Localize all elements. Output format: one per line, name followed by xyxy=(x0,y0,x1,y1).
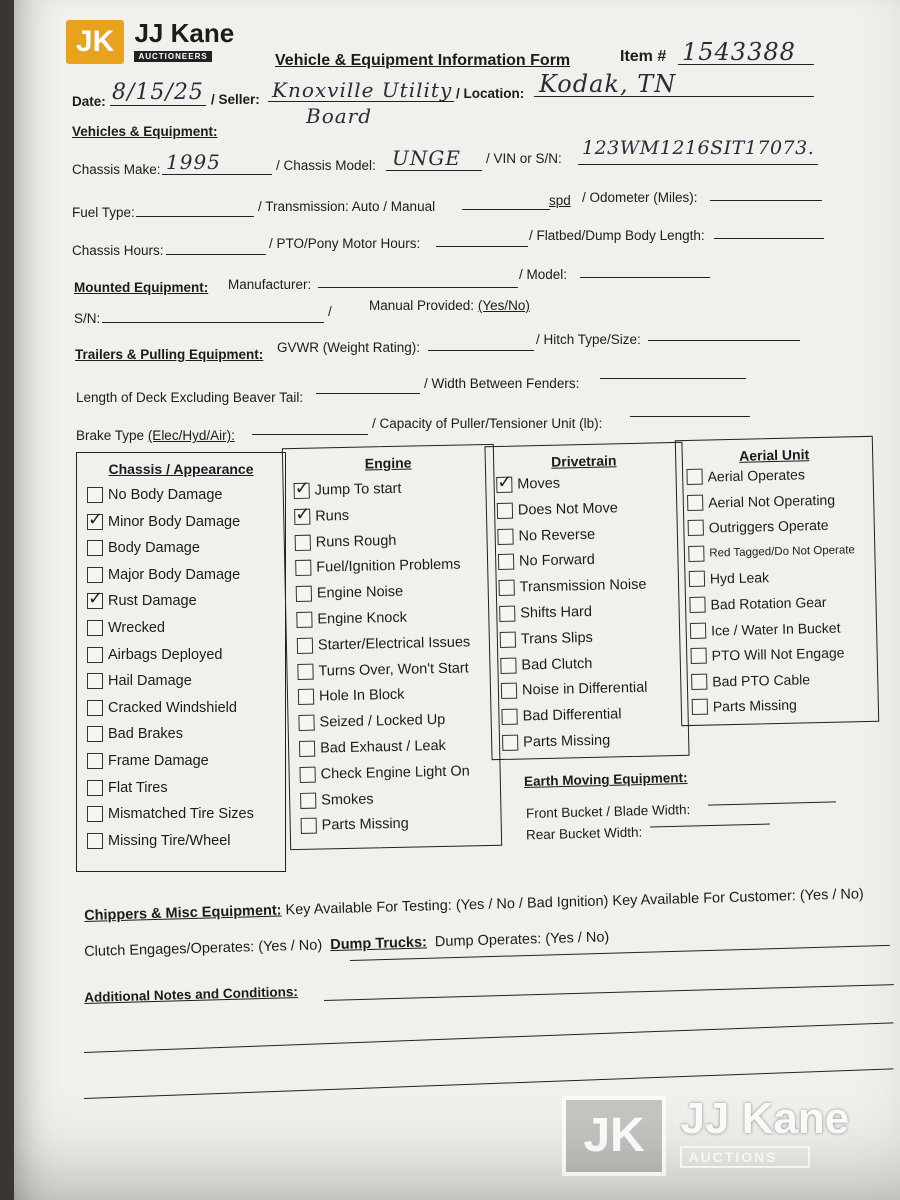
flatbed-length-label: / Flatbed/Dump Body Length: xyxy=(529,228,705,243)
empty-checkbox[interactable] xyxy=(295,534,311,550)
option-label: Moves xyxy=(517,475,561,493)
option-label: Shifts Hard xyxy=(520,603,593,622)
engine-option[interactable] xyxy=(295,532,397,550)
empty-checkbox[interactable] xyxy=(301,818,317,834)
empty-checkbox[interactable] xyxy=(299,741,315,757)
chassis-make-label: Chassis Make: xyxy=(72,162,161,177)
empty-checkbox[interactable] xyxy=(499,580,515,596)
option-label: Frame Damage xyxy=(108,753,209,769)
empty-checkbox[interactable] xyxy=(688,545,704,561)
option-label: Missing Tire/Wheel xyxy=(108,832,231,849)
fender-width-label: / Width Between Fenders: xyxy=(424,376,580,391)
option-label: Aerial Not Operating xyxy=(708,491,836,511)
aerial-option[interactable] xyxy=(689,594,826,613)
drivetrain-option[interactable] xyxy=(498,552,595,570)
engine-box-title: Engine xyxy=(364,454,412,472)
chassis-option[interactable] xyxy=(87,753,209,769)
aerial-option[interactable] xyxy=(688,517,829,536)
empty-checkbox[interactable] xyxy=(87,647,103,663)
notes-heading: Additional Notes and Conditions: xyxy=(84,984,299,1005)
option-label: No Body Damage xyxy=(108,487,223,503)
empty-checkbox[interactable] xyxy=(501,709,517,725)
option-label: No Reverse xyxy=(518,526,596,545)
empty-checkbox[interactable] xyxy=(497,528,513,544)
empty-checkbox[interactable] xyxy=(297,663,313,679)
empty-checkbox[interactable] xyxy=(691,648,707,664)
empty-checkbox[interactable] xyxy=(87,833,103,849)
option-label: PTO Will Not Engage xyxy=(711,644,845,664)
chassis-option[interactable] xyxy=(87,806,254,822)
chassis-model-label: / Chassis Model: xyxy=(276,158,376,173)
watermark-name: JJ Kane xyxy=(680,1094,850,1143)
drivetrain-option[interactable] xyxy=(497,526,595,544)
engine-option[interactable] xyxy=(298,687,405,705)
option-label: Transmission Noise xyxy=(519,576,647,596)
option-label: Does Not Move xyxy=(517,500,619,519)
engine-option[interactable] xyxy=(299,738,446,757)
engine-option[interactable] xyxy=(294,508,349,525)
option-label: Hole In Block xyxy=(318,687,405,705)
location-value: Kodak, TN xyxy=(539,70,677,98)
chassis-option[interactable] xyxy=(87,620,165,636)
engine-option[interactable] xyxy=(295,557,461,576)
watermark-logo xyxy=(562,1096,849,1176)
option-label: Trans Slips xyxy=(520,629,593,648)
vin-label: / VIN or S/N: xyxy=(486,151,562,166)
empty-checkbox[interactable] xyxy=(87,540,103,556)
empty-checkbox[interactable] xyxy=(87,673,103,689)
option-label: Minor Body Damage xyxy=(108,513,241,530)
mounted-heading: Mounted Equipment: xyxy=(74,280,209,295)
rear-bucket-label: Rear Bucket Width: xyxy=(525,824,643,843)
chassis-option[interactable] xyxy=(87,647,222,663)
form-paper: JK JJ Kane AUCTIONEERS Vehicle & Equipment Information Form Item # 1543388 Date: 8/15/25 / Seller: Knoxville Utility Board / Location: Kodak, TN Vehicles & Equipment: Chassis Make: 1995 / Chassis Model: UNGE / VIN or S/N: 123WM1216SIT17073. Fuel Type: / Transmission: Auto / Manual spd / Odometer (Miles): Chassis Hours: / PTO/Pony Motor Hours: / Flatbed/Dump Body Length: Mounted Equipment: Manufacturer: / Model: S/N: / Manual Provided: (Yes/No) Trailers & Pulling Equipment: GVWR (Weight Rating): / Hitch Type/Size: Length of Deck Excluding Beaver Tail: / Width Between Fenders: Brake Type (Elec/Hyd/Air): / Capacity of Puller/Tensioner Unit (lb): Chassis / Appearance No Body Damage ✓ Minor Body Damage Body Damage Major Body Damage ✓ Rust Damage Wrecked Airbags Deployed Hail Damage Cracked Windshield Bad Brakes Frame Damage Flat Tires Mismatched Tire Sizes Missing Tire/Wheel Engine ✓ Jump To start ✓ Runs Runs Rough Fuel/Ignition Problems Engine Noise Engine Knock Starter/Electrical Issues Turns Over, Won't Start Hole In Block Seized / Locked Up Bad Exhaust / Leak Check Engine Light On Smokes Parts Missing Drivetrain ✓ Moves Does Not Move No Reverse No Forward Transmission Noise Shifts Hard Trans Slips Bad Clutch Noise in Differential Bad Differential Parts Missing Aerial Unit Aerial Operates Aerial Not Operating Outriggers Operate Red Tagged/Do Not Operate Hyd Leak Bad Rotation Gear Ice / Water In Bucket PTO Will Not Engage Bad PTO Cable Parts Missing Earth Moving Equipment: Front Bucket / Blade Width: Rear Bucket Width: Chippers & Misc Equipment: Key Available For Testing: (Yes / No / Bad Ignition) Key Available For Customer: (Yes / No) Clutch Engages/Operates: (Yes / No) Dump Trucks: Dump Operates: (Yes / No) Additional Notes and Conditions: JK JJ Kane AUCTIONS xyxy=(14,0,900,1200)
chassis-option[interactable] xyxy=(87,487,222,503)
trailers-heading: Trailers & Pulling Equipment: xyxy=(75,347,264,362)
engine-option[interactable] xyxy=(297,660,469,680)
option-label: Flat Tires xyxy=(108,779,168,796)
checked-checkbox[interactable] xyxy=(294,483,310,499)
empty-checkbox[interactable] xyxy=(500,657,516,673)
logo-mark: JK xyxy=(66,20,124,64)
option-label: Hyd Leak xyxy=(709,569,770,587)
drivetrain-option[interactable] xyxy=(502,733,610,751)
odometer-label: / Odometer (Miles): xyxy=(582,190,698,205)
empty-checkbox[interactable] xyxy=(686,469,702,485)
speed-label: spd xyxy=(549,193,571,208)
empty-checkbox[interactable] xyxy=(497,502,513,518)
drivetrain-option[interactable] xyxy=(501,680,648,699)
empty-checkbox[interactable] xyxy=(87,487,103,503)
aerial-option[interactable] xyxy=(688,542,855,562)
brand-name: JJ Kane xyxy=(134,18,235,48)
engine-option[interactable] xyxy=(296,610,407,628)
dump-operates-label: Dump Operates: (Yes / No) xyxy=(434,929,610,951)
option-label: Check Engine Light On xyxy=(320,763,470,783)
option-label: No Forward xyxy=(518,552,596,570)
chippers-heading: Chippers & Misc Equipment: xyxy=(84,902,282,924)
chassis-hours-label: Chassis Hours: xyxy=(72,243,164,258)
option-label: Bad Differential xyxy=(522,706,622,725)
option-label: Bad PTO Cable xyxy=(712,671,811,690)
empty-checkbox[interactable] xyxy=(498,554,514,570)
empty-checkbox[interactable] xyxy=(87,620,103,636)
empty-checkbox[interactable] xyxy=(87,567,103,583)
empty-checkbox[interactable] xyxy=(300,792,316,808)
fuel-type-label: Fuel Type: xyxy=(72,205,135,220)
drivetrain-option[interactable] xyxy=(497,500,618,519)
drivetrain-box xyxy=(484,442,689,760)
chassis-box-title: Chassis / Appearance xyxy=(108,461,254,477)
chassis-make-value: 1995 xyxy=(166,150,221,174)
hitch-label: / Hitch Type/Size: xyxy=(536,332,641,347)
gvwr-label: GVWR (Weight Rating): xyxy=(277,340,421,355)
aerial-option[interactable] xyxy=(692,697,797,715)
capacity-label: / Capacity of Puller/Tensioner Unit (lb): xyxy=(372,416,603,431)
option-label: Engine Knock xyxy=(317,609,408,628)
option-label: Airbags Deployed xyxy=(108,646,223,663)
chassis-option[interactable] xyxy=(87,593,197,609)
model-label: / Model: xyxy=(519,267,568,282)
engine-option[interactable] xyxy=(299,763,469,783)
date-value: 8/15/25 xyxy=(112,80,204,105)
chippers-line xyxy=(84,886,864,924)
drivetrain-option[interactable] xyxy=(500,655,592,673)
option-label: Red Tagged/Do Not Operate xyxy=(709,544,856,560)
empty-checkbox[interactable] xyxy=(87,753,103,769)
empty-checkbox[interactable] xyxy=(691,673,707,689)
option-label: Smokes xyxy=(321,791,374,809)
date-label: Date: xyxy=(72,94,106,109)
empty-checkbox[interactable] xyxy=(689,597,705,613)
sn-label: S/N: xyxy=(74,311,101,326)
empty-checkbox[interactable] xyxy=(299,766,315,782)
checked-checkbox[interactable] xyxy=(87,514,103,530)
engine-option[interactable] xyxy=(298,712,445,731)
empty-checkbox[interactable] xyxy=(295,560,311,576)
empty-checkbox[interactable] xyxy=(298,715,314,731)
seller-value-line2: Board xyxy=(306,104,373,128)
checked-checkbox[interactable] xyxy=(496,477,512,493)
aerial-box-title: Aerial Unit xyxy=(738,446,810,464)
option-label: Bad Exhaust / Leak xyxy=(319,737,447,757)
empty-checkbox[interactable] xyxy=(298,689,314,705)
form-title: Vehicle & Equipment Information Form xyxy=(275,52,571,69)
watermark-sub: AUCTIONS xyxy=(680,1146,809,1168)
pto-hours-label: / PTO/Pony Motor Hours: xyxy=(269,236,421,251)
empty-checkbox[interactable] xyxy=(87,806,103,822)
option-label: Parts Missing xyxy=(321,816,409,834)
checked-checkbox[interactable] xyxy=(87,593,103,609)
option-label: Bad Clutch xyxy=(521,655,593,674)
key-customer-label: Key Available For Customer: (Yes / No) xyxy=(612,886,865,910)
option-label: Runs Rough xyxy=(315,532,397,551)
vin-value: 123WM1216SIT17073. xyxy=(582,137,815,159)
option-label: Starter/Electrical Issues xyxy=(317,634,471,654)
engine-box xyxy=(282,444,502,850)
aerial-option[interactable] xyxy=(687,491,835,510)
chassis-option[interactable] xyxy=(87,833,230,849)
option-label: Aerial Operates xyxy=(707,466,806,485)
option-label: Mismatched Tire Sizes xyxy=(108,806,254,823)
location-label: / Location: xyxy=(456,86,525,101)
option-label: Bad Rotation Gear xyxy=(710,593,827,613)
vehicles-heading: Vehicles & Equipment: xyxy=(72,124,218,139)
drivetrain-option[interactable] xyxy=(496,476,560,493)
drivetrain-option[interactable] xyxy=(499,577,647,596)
empty-checkbox[interactable] xyxy=(499,606,515,622)
seller-value: Knoxville Utility xyxy=(272,78,453,102)
clutch-label: Clutch Engages/Operates: (Yes / No) xyxy=(84,937,323,960)
option-label: Outriggers Operate xyxy=(708,517,829,536)
chassis-option[interactable] xyxy=(87,673,192,689)
empty-checkbox[interactable] xyxy=(690,622,706,638)
option-label: Bad Brakes xyxy=(108,726,183,743)
empty-checkbox[interactable] xyxy=(296,612,312,628)
empty-checkbox[interactable] xyxy=(689,571,705,587)
key-testing-label: Key Available For Testing: (Yes / No / Bad Ignition) xyxy=(285,893,609,919)
chassis-option[interactable] xyxy=(87,700,237,716)
engine-option[interactable] xyxy=(297,634,471,654)
option-label: Turns Over, Won't Start xyxy=(318,659,469,680)
option-label: Runs xyxy=(315,507,350,525)
aerial-option[interactable] xyxy=(689,570,769,588)
brand-logo xyxy=(66,20,234,64)
empty-checkbox[interactable] xyxy=(692,699,708,715)
empty-checkbox[interactable] xyxy=(87,726,103,742)
option-label: Jump To start xyxy=(314,480,402,499)
chassis-option[interactable] xyxy=(87,514,240,530)
option-label: Cracked Windshield xyxy=(108,699,237,716)
brand-sub: AUCTIONEERS xyxy=(134,51,211,62)
chassis-model-value: UNGE xyxy=(392,146,461,170)
option-label: Wrecked xyxy=(108,620,165,636)
option-label: Noise in Differential xyxy=(521,680,648,699)
option-label: Fuel/Ignition Problems xyxy=(316,556,461,576)
empty-checkbox[interactable] xyxy=(502,735,518,751)
option-label: Parts Missing xyxy=(712,696,798,715)
chassis-option[interactable] xyxy=(87,780,168,796)
aerial-unit-box xyxy=(675,436,879,726)
empty-checkbox[interactable] xyxy=(501,683,517,699)
seller-label: / Seller: xyxy=(211,92,260,107)
brake-type-label: Brake Type (Elec/Hyd/Air): xyxy=(76,428,235,443)
drivetrain-box-title: Drivetrain xyxy=(550,452,617,470)
engine-option[interactable] xyxy=(300,791,374,809)
aerial-option[interactable] xyxy=(691,645,845,664)
aerial-option[interactable] xyxy=(691,671,810,690)
drivetrain-option[interactable] xyxy=(500,630,593,648)
option-label: Seized / Locked Up xyxy=(319,712,446,731)
empty-checkbox[interactable] xyxy=(87,780,103,796)
engine-option[interactable] xyxy=(296,584,404,602)
chassis-option[interactable] xyxy=(87,540,200,556)
empty-checkbox[interactable] xyxy=(687,494,703,510)
chassis-option[interactable] xyxy=(87,567,240,583)
transmission-label: / Transmission: Auto / Manual xyxy=(258,199,436,214)
item-number-value: 1543388 xyxy=(682,38,796,66)
drivetrain-option[interactable] xyxy=(499,604,592,622)
option-label: Body Damage xyxy=(108,540,200,557)
engine-option[interactable] xyxy=(301,816,409,834)
dump-trucks-heading: Dump Trucks: xyxy=(330,934,428,954)
manufacturer-label: Manufacturer: xyxy=(228,277,312,292)
option-label: Parts Missing xyxy=(523,732,611,751)
option-label: Ice / Water In Bucket xyxy=(710,619,841,639)
option-label: Engine Noise xyxy=(316,583,404,602)
option-label: Rust Damage xyxy=(108,593,197,610)
empty-checkbox[interactable] xyxy=(296,586,312,602)
watermark-mark: JK xyxy=(562,1096,666,1176)
front-bucket-label: Front Bucket / Blade Width: xyxy=(525,801,691,822)
empty-checkbox[interactable] xyxy=(87,700,103,716)
deck-length-label: Length of Deck Excluding Beaver Tail: xyxy=(76,390,304,405)
earth-moving-heading: Earth Moving Equipment: xyxy=(523,770,688,789)
empty-checkbox[interactable] xyxy=(500,631,516,647)
chassis-appearance-box xyxy=(76,452,286,872)
item-number-label: Item # xyxy=(620,48,667,65)
engine-option[interactable] xyxy=(294,481,402,499)
checked-checkbox[interactable] xyxy=(294,508,310,524)
empty-checkbox[interactable] xyxy=(688,520,704,536)
option-label: Major Body Damage xyxy=(108,566,241,583)
drivetrain-option[interactable] xyxy=(501,706,621,725)
chassis-option[interactable] xyxy=(87,726,183,742)
option-label: Hail Damage xyxy=(108,673,192,690)
aerial-option[interactable] xyxy=(686,466,805,485)
empty-checkbox[interactable] xyxy=(297,637,313,653)
aerial-option[interactable] xyxy=(690,619,841,638)
manual-provided-label: Manual Provided: (Yes/No) xyxy=(369,298,530,313)
